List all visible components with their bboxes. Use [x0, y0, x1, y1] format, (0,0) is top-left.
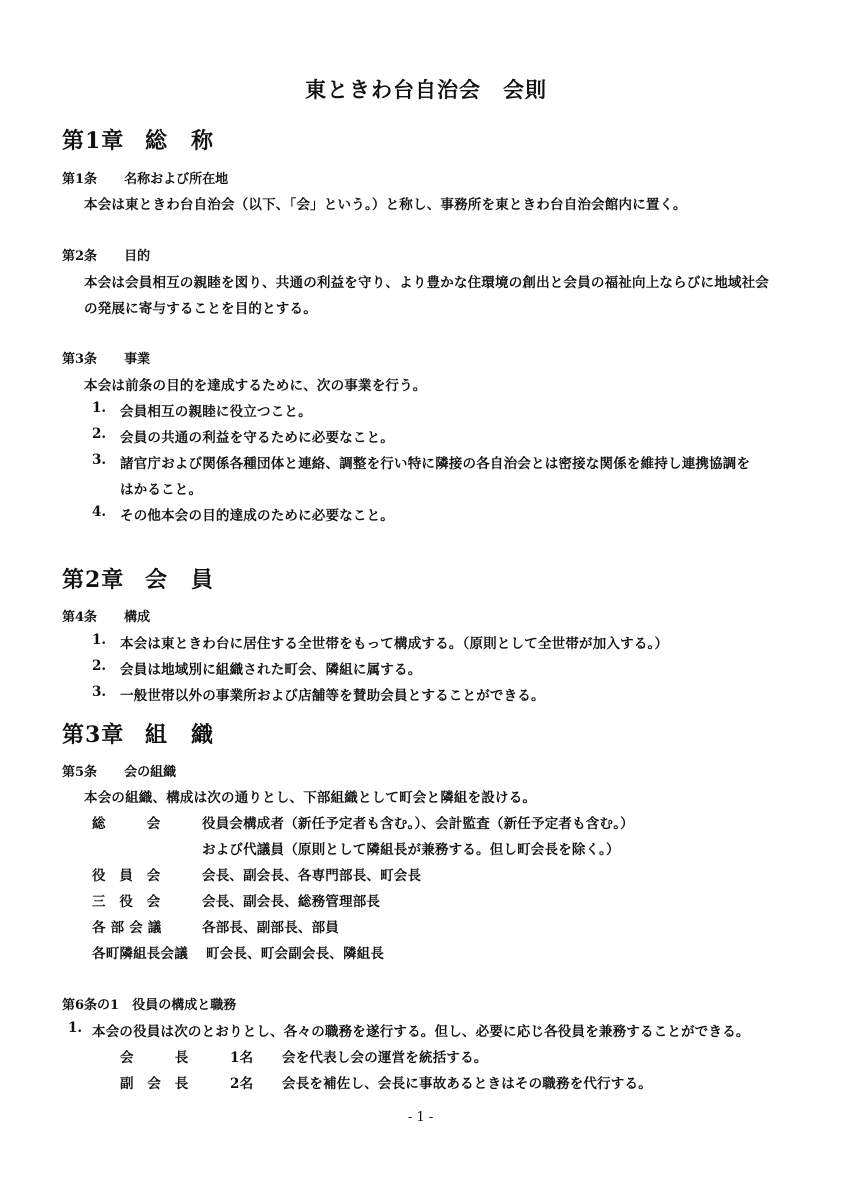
org-row-label: 総 会 [92, 816, 161, 832]
org-row-text: 会長、副会長、各専門部長、町会長 [202, 868, 422, 884]
list-item-number: 1. [68, 1020, 83, 1036]
article-2-heading [62, 245, 150, 264]
article-number: 第1条 [62, 172, 98, 187]
role-duty: 会を代表し会の運営を統括する。 [282, 1050, 488, 1066]
role-count: 1名 [230, 1050, 254, 1066]
document-title: 東ときわ台自治会 会則 [305, 77, 547, 102]
list-item-continuation: はかること。 [120, 482, 203, 498]
article-title: 名称および所在地 [124, 172, 229, 187]
list-item-number: 1. [92, 400, 107, 416]
list-item: 諸官庁および関係各種団体と連絡、調整を行い特に隣接の各自治会とは密接な関係を維持し連携協調を [120, 456, 751, 472]
article-3-body: 本会は前条の目的を達成するために、次の事業を行う。 [84, 378, 427, 394]
list-item-number: 1. [92, 632, 107, 648]
chapter-label: 第3章 [62, 722, 125, 748]
role-duty: 会長を補佐し、会長に事故あるときはその職務を代行する。 [282, 1076, 652, 1092]
article-title: 構成 [124, 610, 151, 625]
article-5-heading [62, 761, 176, 780]
article-6-1-heading [62, 994, 236, 1013]
role-count: 2名 [230, 1076, 254, 1092]
chapter-label: 第2章 [62, 567, 125, 593]
list-item: 会員の共通の利益を守るために必要なこと。 [120, 430, 394, 446]
page-number: - 1 - [408, 1110, 434, 1125]
article-title: 会の組織 [124, 765, 177, 780]
list-item-number: 4. [92, 504, 107, 520]
article-title: 事業 [124, 352, 151, 367]
article-4-heading [62, 606, 150, 625]
article-number: 第3条 [62, 352, 98, 367]
list-item: 一般世帯以外の事業所および店舗等を賛助会員とすることができる。 [120, 688, 545, 704]
article-2-body-line1: 本会は会員相互の親睦を図り、共通の利益を守り、より豊かな住環境の創出と会員の福祉向上ならびに地域社会 [84, 275, 769, 291]
org-row-label: 役 員 会 [92, 868, 161, 884]
list-item-number: 3. [92, 684, 107, 700]
article-title: 役員の構成と職務 [132, 998, 237, 1013]
org-row-text: 会長、副会長、総務管理部長 [202, 894, 381, 910]
article-title: 目的 [124, 249, 151, 264]
article-number: 第2条 [62, 249, 98, 264]
article-number: 第4条 [62, 610, 98, 625]
list-item: その他本会の目的達成のために必要なこと。 [120, 508, 394, 524]
article-number: 第5条 [62, 765, 98, 780]
article-1-body: 本会は東ときわ台自治会（以下、「会」という。）と称し、事務所を東ときわ台自治会館内に置く。 [84, 197, 687, 213]
org-row-label: 各町隣組長会議 [92, 946, 188, 962]
org-row-text: 役員会構成者（新任予定者も含む。）、会計監査（新任予定者も含む。） [202, 816, 634, 832]
chapter-name: 組 織 [144, 722, 214, 748]
list-item-number: 3. [92, 452, 107, 468]
list-item: 本会の役員は次のとおりとし、各々の職務を遂行する。但し、必要に応じ各役員を兼務することができる。 [92, 1024, 750, 1040]
list-item: 会員相互の親睦に役立つこと。 [120, 404, 312, 420]
list-item: 会員は地域別に組織された町会、隣組に属する。 [120, 662, 422, 678]
chapter-3-heading [62, 718, 214, 749]
role-name: 会 長 [120, 1050, 189, 1066]
chapter-name: 会 員 [144, 567, 214, 593]
article-2-body-line2: の発展に寄与することを目的とする。 [84, 301, 317, 317]
chapter-2-heading [62, 563, 214, 594]
org-row-label: 三 役 会 [92, 894, 161, 910]
list-item-number: 2. [92, 426, 107, 442]
article-5-body: 本会の組織、構成は次の通りとし、下部組織として町会と隣組を設ける。 [84, 790, 537, 806]
role-name: 副 会 長 [120, 1076, 189, 1092]
article-number: 第6条の1 [62, 998, 120, 1013]
org-row-text: 町会長、町会副会長、隣組長 [206, 946, 385, 962]
chapter-1-heading [62, 124, 214, 155]
article-1-heading [62, 168, 228, 187]
article-3-heading [62, 348, 150, 367]
list-item-number: 2. [92, 658, 107, 674]
chapter-name: 総 称 [144, 128, 214, 154]
org-row-label: 各 部 会 議 [92, 920, 162, 936]
org-row-text: 各部長、副部長、部員 [202, 920, 339, 936]
org-row-text: および代議員（原則として隣組長が兼務する。但し町会長を除く。） [202, 842, 620, 858]
list-item: 本会は東ときわ台に居住する全世帯をもって構成する。（原則として全世帯が加入する。） [120, 636, 669, 652]
chapter-label: 第1章 [62, 128, 125, 154]
